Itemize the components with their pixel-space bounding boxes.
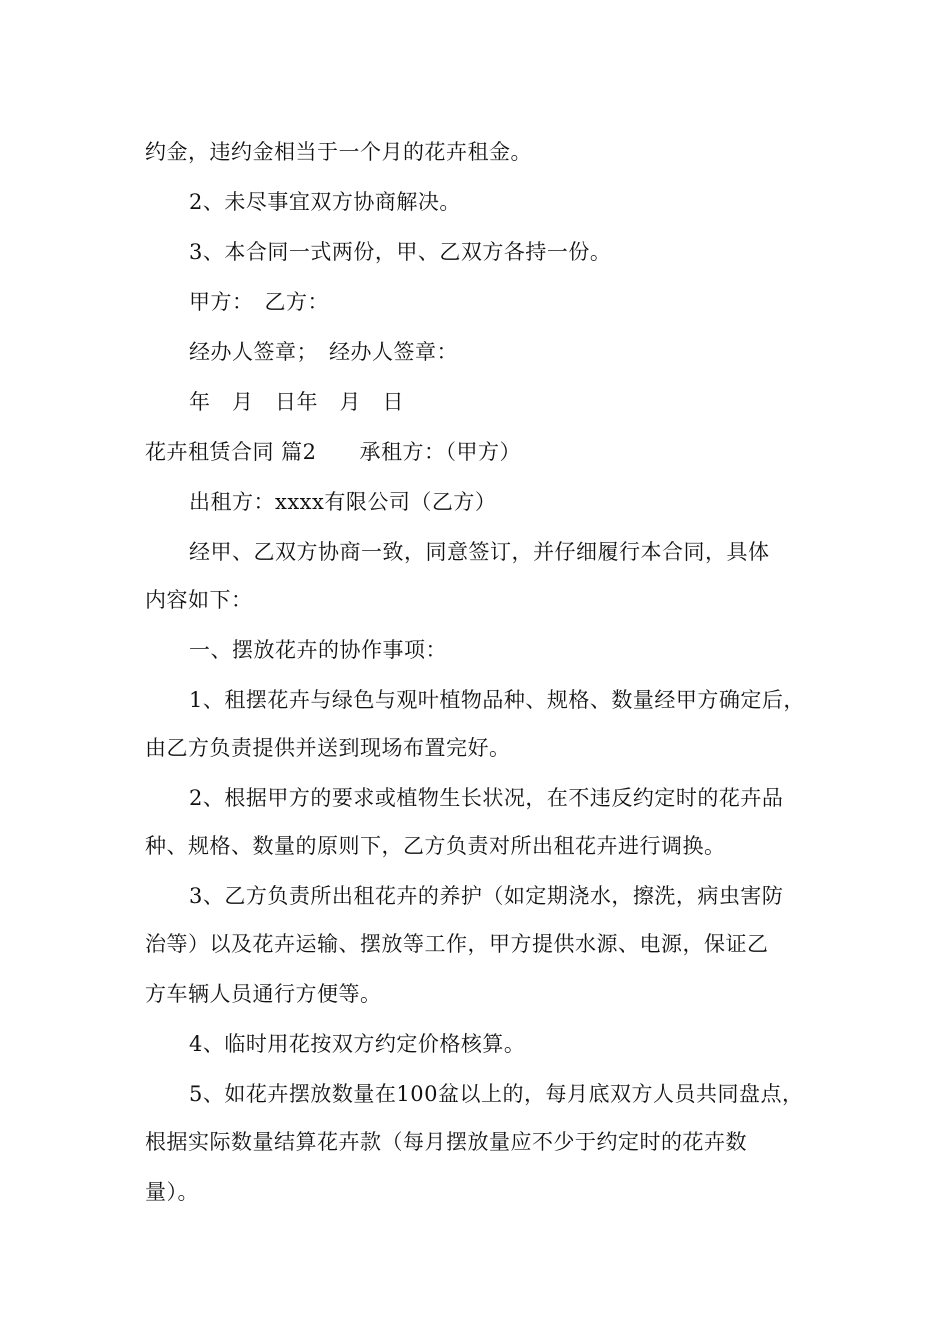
- paragraph-line: 方车辆人员通行方便等。: [145, 982, 382, 1006]
- paragraph-line: 内容如下：: [145, 588, 253, 612]
- paragraph-line: 2、根据甲方的要求或植物生长状况，在不违反约定时的花卉品: [189, 786, 784, 810]
- paragraph-line: 3、乙方负责所出租花卉的养护（如定期浇水，擦洗，病虫害防: [189, 884, 784, 908]
- paragraph-line: 1、租摆花卉与绿色与观叶植物品种、规格、数量经甲方确定后，: [189, 688, 805, 712]
- paragraph-line: 2、未尽事宜双方协商解决。: [189, 190, 461, 214]
- paragraph-line: 由乙方负责提供并送到现场布置完好。: [145, 736, 511, 760]
- paragraph-line: 出租方：xxxx有限公司（乙方）: [189, 490, 497, 514]
- heading-line: 一、摆放花卉的协作事项：: [189, 638, 447, 662]
- paragraph-line: 4、临时用花按双方约定价格核算。: [189, 1032, 526, 1056]
- paragraph-line: 根据实际数量结算花卉款（每月摆放量应不少于约定时的花卉数: [145, 1130, 747, 1154]
- date-line: 年 月 日年 月 日: [189, 390, 404, 414]
- paragraph-line: 量）。: [145, 1180, 199, 1204]
- paragraph-line: 约金，违约金相当于一个月的花卉租金。: [145, 140, 532, 164]
- paragraph-line: 5、如花卉摆放数量在100盆以上的，每月底双方人员共同盘点，: [189, 1082, 804, 1106]
- signature-line: 甲方： 乙方：: [189, 290, 329, 314]
- signature-line: 经办人签章； 经办人签章：: [189, 340, 458, 364]
- paragraph-line: 种、规格、数量的原则下，乙方负责对所出租花卉进行调换。: [145, 834, 726, 858]
- paragraph-line: 3、本合同一式两份，甲、乙双方各持一份。: [189, 240, 612, 264]
- paragraph-line: 治等）以及花卉运输、摆放等工作，甲方提供水源、电源，保证乙: [145, 932, 769, 956]
- section-title: 花卉租赁合同 篇2 承租方：（甲方）: [145, 440, 522, 464]
- paragraph-line: 经甲、乙双方协商一致，同意签订，并仔细履行本合同，具体: [189, 540, 770, 564]
